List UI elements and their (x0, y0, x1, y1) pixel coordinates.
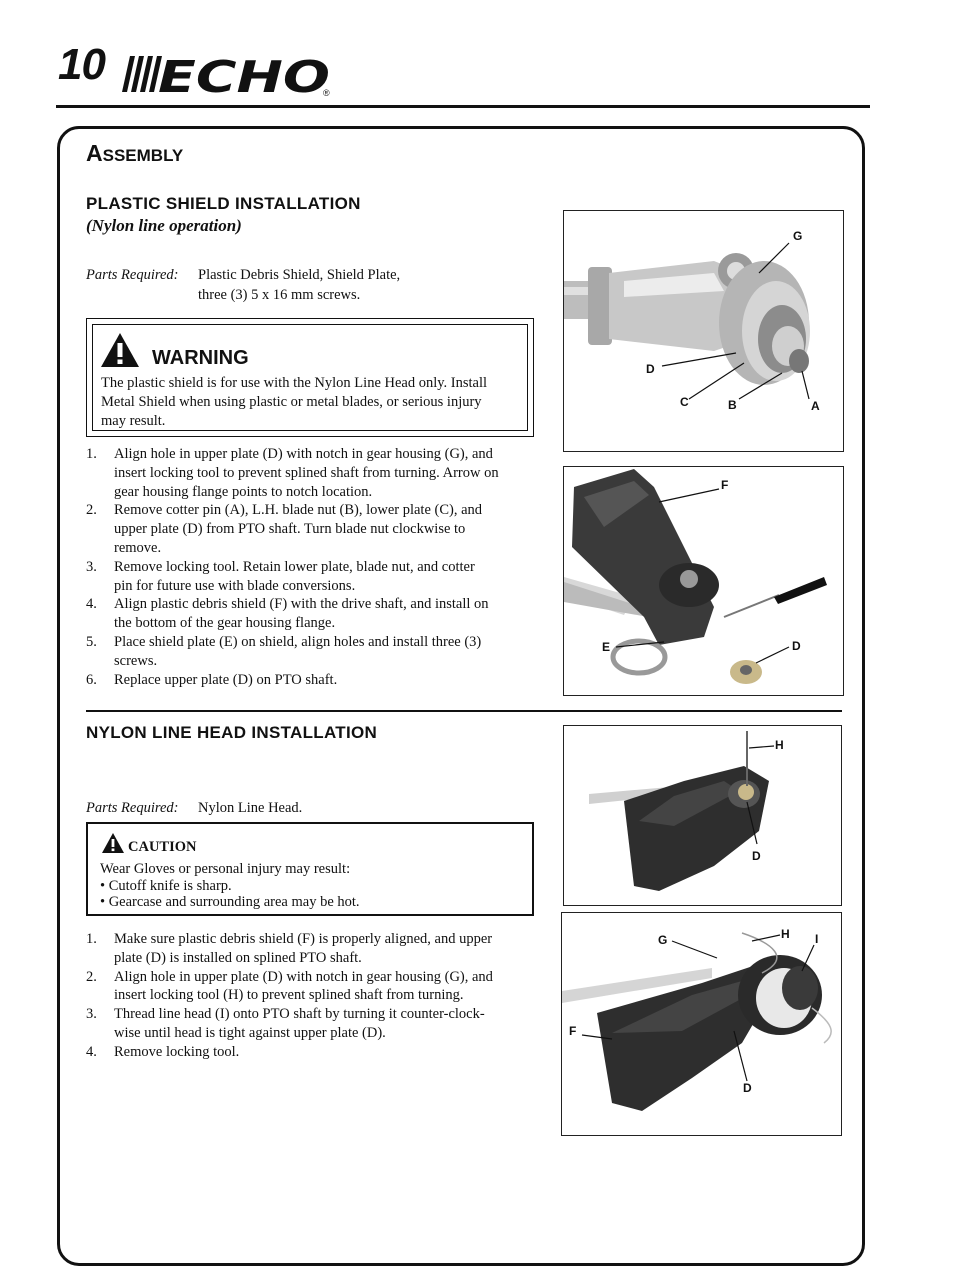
warning-box (86, 318, 534, 437)
figure-label: A (811, 399, 820, 413)
list-item: 1. Make sure plastic debris shield (F) is properly aligned, and upper plate (D) is installed on splined PTO shaft. (86, 931, 493, 966)
parts-value-cont: three (3) 5 x 16 mm screws. (198, 287, 361, 303)
list-item: 3. Thread line head (I) onto PTO shaft by turning it counter-clock- wise until head is tight against upper plate (D). (86, 1006, 485, 1041)
caution-box (86, 822, 534, 916)
figure-label: H (775, 738, 784, 752)
figure-label: D (752, 849, 761, 863)
gear-housing-photo (563, 210, 844, 452)
parts-label: Parts Required: (86, 800, 179, 816)
section-divider (86, 710, 842, 712)
figure-label: F (721, 478, 729, 492)
figure-label: C (680, 395, 689, 409)
svg-text:ECHO: ECHO (158, 52, 330, 96)
warning-icon (100, 332, 140, 368)
figure-label: E (602, 640, 611, 654)
plastic-shield-heading: PLASTIC SHIELD INSTALLATION (86, 194, 361, 213)
figure-label: D (646, 362, 655, 376)
echo-logo (122, 52, 334, 101)
list-item: 4. Align plastic debris shield (F) with the drive shaft, and install on the bottom of the gear housing flange. (86, 596, 489, 632)
list-item: 3. Remove locking tool. Retain lower plate, blade nut, and cotter pin for future use with blade conversions. (86, 558, 475, 594)
list-item: 5. Place shield plate (E) on shield, align holes and install three (3) screws. (86, 633, 482, 669)
figure-label: H (781, 927, 790, 941)
list-item: 4. Remove locking tool. (86, 1043, 240, 1060)
registered-mark: ® (323, 88, 330, 98)
plastic-shield-steps (86, 445, 536, 689)
parts-value: Nylon Line Head. (198, 800, 303, 816)
nylon-head-steps (86, 930, 536, 1062)
caution-icon (101, 832, 125, 854)
figure-label: D (792, 639, 801, 653)
warning-text: The plastic shield is for use with the Nylon Line Head only. Install Metal Shield when using plastic or metal blades, or serious injury may result. (101, 375, 488, 429)
list-item: 2. Remove cotter pin (A), L.H. blade nut (B), lower plate (C), and upper plate (D) from PTO shaft. Turn blade nut clockwise to remove. (86, 502, 483, 556)
parts-required (86, 266, 526, 305)
figure-label: B (728, 398, 737, 412)
nylon-head-heading: NYLON LINE HEAD INSTALLATION (86, 723, 378, 742)
parts-label: Parts Required: (86, 267, 179, 283)
debris-shield-parts-photo (563, 466, 844, 696)
figure-label: F (569, 1024, 577, 1038)
list-item: 1. Align hole in upper plate (D) with notch in gear housing (G), and insert locking tool to prevent splined shaft from turning. Arrow on gear housing flange points to notch location. (86, 446, 499, 500)
figure-label: D (743, 1081, 752, 1095)
parts-value: Plastic Debris Shield, Shield Plate, (198, 267, 401, 283)
caution-heading: CAUTION (128, 839, 197, 855)
list-item: 2. Align hole in upper plate (D) with notch in gear housing (G), and insert locking tool (H) to prevent splined shaft from turning. (86, 968, 493, 1004)
warning-heading: WARNING (152, 347, 249, 369)
parts-required (86, 799, 526, 818)
figure-label: G (793, 229, 803, 243)
page-number: 10 (58, 40, 105, 89)
caution-text: Wear Gloves or personal injury may result: • Cutoff knife is sharp. • Gearcase and surrounding area may be hot. (100, 861, 360, 910)
plastic-shield-subheading: (Nylon line operation) (86, 216, 242, 235)
line-head-installed-photo (561, 912, 842, 1136)
header-rule (56, 105, 870, 108)
list-item: 6. Replace upper plate (D) on PTO shaft. (86, 671, 338, 688)
shield-locking-tool-photo (563, 725, 842, 906)
figure-label: I (815, 932, 819, 946)
section-title: ASSEMBLY (86, 140, 184, 166)
figure-label: G (658, 933, 668, 947)
